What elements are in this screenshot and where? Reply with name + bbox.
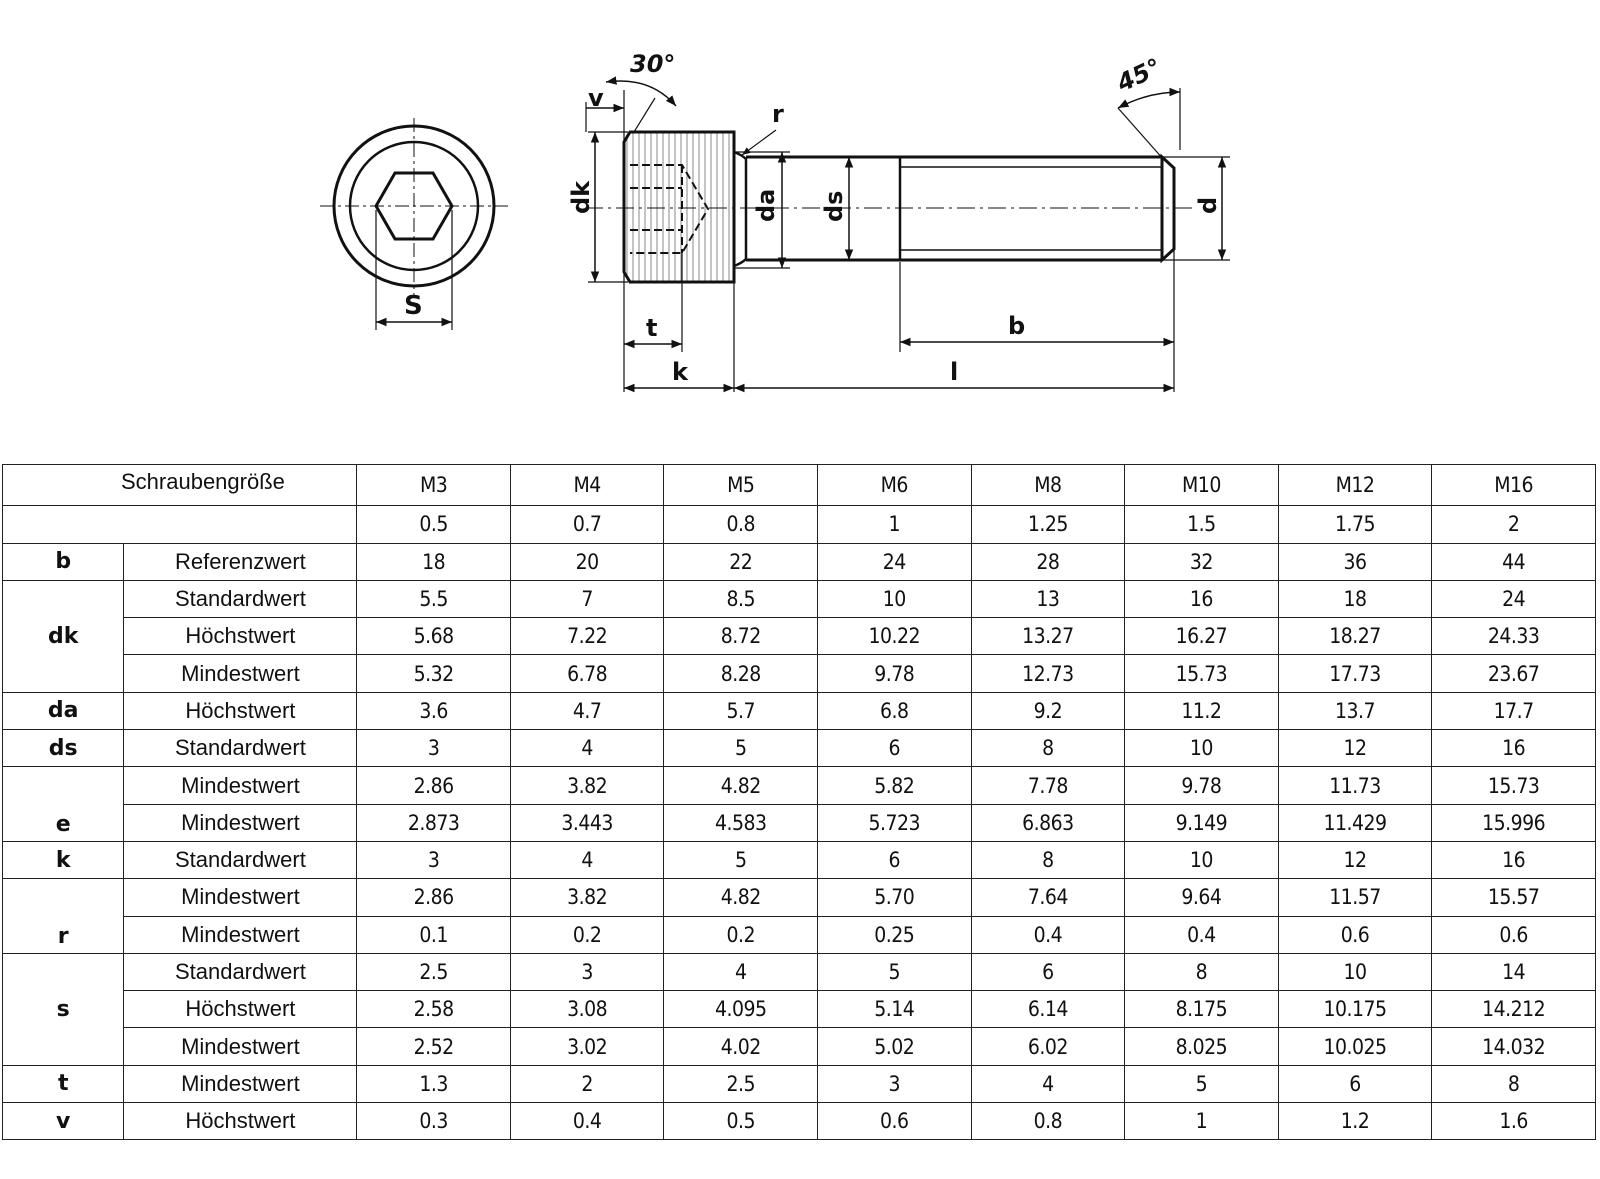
value-cell: 10.025 [1278, 1028, 1432, 1065]
value-cell: 11.73 [1278, 767, 1432, 804]
value-cell: 9.2 [971, 692, 1125, 729]
value-cell: 44 [1432, 543, 1596, 580]
value-cell: 2.873 [357, 804, 511, 841]
s-label: S [404, 291, 423, 321]
value-cell: 14.212 [1432, 991, 1596, 1028]
pitch-value: 0.5 [357, 506, 511, 543]
table-row [3, 767, 1596, 804]
pitch-value: 2 [1432, 506, 1596, 543]
value-cell: 3 [510, 953, 664, 990]
value-type-cell: Mindestwert [124, 767, 357, 804]
param-cell: dk [3, 580, 124, 692]
value-type-cell: Höchstwert [124, 1103, 357, 1140]
value-cell: 15.57 [1432, 879, 1596, 916]
table-row [3, 991, 1596, 1028]
value-cell: 6 [1278, 1065, 1432, 1102]
value-cell: 16 [1432, 841, 1596, 878]
value-cell: 0.6 [818, 1103, 972, 1140]
value-cell: 6.02 [971, 1028, 1125, 1065]
value-cell: 8 [1432, 1065, 1596, 1102]
table-row [3, 730, 1596, 767]
value-cell: 24 [1432, 580, 1596, 617]
pitch-label-cell [3, 506, 357, 543]
value-cell: 6 [818, 730, 972, 767]
pitch-value: 0.8 [664, 506, 818, 543]
value-cell: 5.82 [818, 767, 972, 804]
pitch-row [3, 506, 1596, 543]
size-header-m12: M12 [1278, 465, 1432, 506]
value-type-cell: Mindestwert [124, 1065, 357, 1102]
table-row [3, 879, 1596, 916]
table-row [3, 618, 1596, 655]
value-cell: 23.67 [1432, 655, 1596, 692]
value-cell: 8.025 [1125, 1028, 1279, 1065]
value-cell: 11.429 [1278, 804, 1432, 841]
value-cell: 3 [357, 841, 511, 878]
value-cell: 7.78 [971, 767, 1125, 804]
value-type-cell: Standardwert [124, 841, 357, 878]
param-cell: e [3, 767, 124, 842]
value-cell: 5.5 [357, 580, 511, 617]
size-header-m8: M8 [971, 465, 1125, 506]
value-cell: 11.2 [1125, 692, 1279, 729]
value-cell: 0.2 [664, 916, 818, 953]
spec-table-body [3, 465, 1596, 1140]
value-cell: 2.5 [357, 953, 511, 990]
value-cell: 2.86 [357, 767, 511, 804]
value-type-cell: Höchstwert [124, 692, 357, 729]
value-cell: 5 [818, 953, 972, 990]
value-cell: 7.64 [971, 879, 1125, 916]
ds-label: ds [820, 190, 848, 222]
value-cell: 17.7 [1432, 692, 1596, 729]
param-cell: s [3, 953, 124, 1065]
value-cell: 4 [664, 953, 818, 990]
size-header-m3: M3 [357, 465, 511, 506]
value-cell: 5.14 [818, 991, 972, 1028]
value-cell: 3.443 [510, 804, 664, 841]
value-cell: 8 [971, 730, 1125, 767]
pitch-value: 1.75 [1278, 506, 1432, 543]
value-cell: 1.6 [1432, 1103, 1596, 1140]
value-cell: 5 [1125, 1065, 1279, 1102]
pitch-value: 1.25 [971, 506, 1125, 543]
value-cell: 6 [818, 841, 972, 878]
angle-head-label: 30° [630, 50, 676, 78]
value-cell: 10 [1278, 953, 1432, 990]
bolt-technical-drawing [0, 0, 1600, 440]
pitch-value: 1 [818, 506, 972, 543]
value-cell: 6.863 [971, 804, 1125, 841]
table-row [3, 1028, 1596, 1065]
size-header-m16: M16 [1432, 465, 1596, 506]
pitch-value: 0.7 [510, 506, 664, 543]
param-cell: k [3, 841, 124, 878]
value-type-cell: Mindestwert [124, 916, 357, 953]
table-row [3, 1103, 1596, 1140]
value-cell: 18 [357, 543, 511, 580]
param-cell: ds [3, 730, 124, 767]
value-cell: 4.82 [664, 879, 818, 916]
k-label: k [672, 358, 688, 386]
bolt-side-view [585, 81, 1230, 392]
value-cell: 0.6 [1278, 916, 1432, 953]
t-label: t [646, 314, 658, 342]
value-cell: 3 [357, 730, 511, 767]
value-cell: 0.25 [818, 916, 972, 953]
value-cell: 3.6 [357, 692, 511, 729]
table-row [3, 804, 1596, 841]
value-cell: 2.52 [357, 1028, 511, 1065]
value-cell: 16 [1432, 730, 1596, 767]
value-type-cell: Mindestwert [124, 804, 357, 841]
value-cell: 7 [510, 580, 664, 617]
param-cell: v [3, 1103, 124, 1140]
value-cell: 15.996 [1432, 804, 1596, 841]
value-cell: 2 [510, 1065, 664, 1102]
value-cell: 8.5 [664, 580, 818, 617]
value-cell: 22 [664, 543, 818, 580]
table-row [3, 580, 1596, 617]
value-cell: 10 [1125, 841, 1279, 878]
value-cell: 4.7 [510, 692, 664, 729]
l-label: l [950, 358, 959, 386]
value-type-cell: Höchstwert [124, 618, 357, 655]
value-cell: 5.7 [664, 692, 818, 729]
value-cell: 6.8 [818, 692, 972, 729]
value-cell: 5.723 [818, 804, 972, 841]
param-cell: t [3, 1065, 124, 1102]
value-cell: 2.86 [357, 879, 511, 916]
value-cell: 2.5 [664, 1065, 818, 1102]
da-label: da [752, 188, 780, 222]
value-cell: 0.8 [971, 1103, 1125, 1140]
value-cell: 0.4 [510, 1103, 664, 1140]
value-cell: 4.82 [664, 767, 818, 804]
value-cell: 0.5 [664, 1103, 818, 1140]
value-cell: 11.57 [1278, 879, 1432, 916]
value-cell: 20 [510, 543, 664, 580]
value-cell: 13.7 [1278, 692, 1432, 729]
value-cell: 0.3 [357, 1103, 511, 1140]
value-cell: 3.08 [510, 991, 664, 1028]
value-cell: 4 [510, 841, 664, 878]
value-cell: 15.73 [1432, 767, 1596, 804]
value-cell: 4.095 [664, 991, 818, 1028]
value-cell: 10.175 [1278, 991, 1432, 1028]
value-cell: 9.64 [1125, 879, 1279, 916]
value-cell: 3.82 [510, 767, 664, 804]
value-cell: 12 [1278, 841, 1432, 878]
value-cell: 8.72 [664, 618, 818, 655]
value-cell: 10.22 [818, 618, 972, 655]
dk-label: dk [567, 180, 595, 214]
param-cell: r [3, 879, 124, 954]
value-cell: 13 [971, 580, 1125, 617]
value-cell: 0.4 [971, 916, 1125, 953]
value-type-cell: Referenzwert [124, 543, 357, 580]
value-cell: 4 [510, 730, 664, 767]
table-row [3, 841, 1596, 878]
param-cell: b [3, 543, 124, 580]
value-cell: 8.28 [664, 655, 818, 692]
value-cell: 1 [1125, 1103, 1279, 1140]
value-cell: 3 [818, 1065, 972, 1102]
value-type-cell: Standardwert [124, 580, 357, 617]
value-cell: 28 [971, 543, 1125, 580]
value-type-cell: Höchstwert [124, 991, 357, 1028]
table-row [3, 953, 1596, 990]
value-cell: 6.78 [510, 655, 664, 692]
value-cell: 5.32 [357, 655, 511, 692]
value-cell: 5.70 [818, 879, 972, 916]
size-header-m6: M6 [818, 465, 972, 506]
v-label: v [588, 84, 604, 112]
value-cell: 18 [1278, 580, 1432, 617]
value-cell: 3.02 [510, 1028, 664, 1065]
table-row [3, 692, 1596, 729]
value-cell: 8 [971, 841, 1125, 878]
table-row [3, 543, 1596, 580]
value-cell: 2.58 [357, 991, 511, 1028]
size-header-m5: M5 [664, 465, 818, 506]
value-cell: 0.4 [1125, 916, 1279, 953]
size-header-m4: M4 [510, 465, 664, 506]
value-cell: 7.22 [510, 618, 664, 655]
value-cell: 1.2 [1278, 1103, 1432, 1140]
param-cell: da [3, 692, 124, 729]
pitch-value: 1.5 [1125, 506, 1279, 543]
value-cell: 6.14 [971, 991, 1125, 1028]
header-row [3, 465, 1596, 506]
value-cell: 5 [664, 730, 818, 767]
value-cell: 16.27 [1125, 618, 1279, 655]
value-type-cell: Mindestwert [124, 879, 357, 916]
value-cell: 0.1 [357, 916, 511, 953]
d-label: d [1194, 196, 1222, 214]
value-type-cell: Mindestwert [124, 1028, 357, 1065]
bolt-spec-table [2, 464, 1596, 1140]
value-cell: 4.02 [664, 1028, 818, 1065]
table-row [3, 655, 1596, 692]
value-cell: 9.78 [1125, 767, 1279, 804]
value-cell: 1.3 [357, 1065, 511, 1102]
angle-tip-label: 45° [1112, 52, 1166, 98]
value-cell: 14 [1432, 953, 1596, 990]
value-cell: 5 [664, 841, 818, 878]
value-cell: 8 [1125, 953, 1279, 990]
value-cell: 12.73 [971, 655, 1125, 692]
value-cell: 13.27 [971, 618, 1125, 655]
table-row [3, 916, 1596, 953]
value-cell: 16 [1125, 580, 1279, 617]
value-cell: 8.175 [1125, 991, 1279, 1028]
value-cell: 4.583 [664, 804, 818, 841]
size-header-m10: M10 [1125, 465, 1279, 506]
value-cell: 24 [818, 543, 972, 580]
value-cell: 18.27 [1278, 618, 1432, 655]
value-cell: 10 [1125, 730, 1279, 767]
value-cell: 15.73 [1125, 655, 1279, 692]
value-type-cell: Mindestwert [124, 655, 357, 692]
value-cell: 32 [1125, 543, 1279, 580]
value-cell: 17.73 [1278, 655, 1432, 692]
value-cell: 6 [971, 953, 1125, 990]
value-cell: 4 [971, 1065, 1125, 1102]
value-cell: 10 [818, 580, 972, 617]
value-cell: 24.33 [1432, 618, 1596, 655]
value-cell: 9.149 [1125, 804, 1279, 841]
b-label: b [1008, 312, 1026, 340]
value-cell: 12 [1278, 730, 1432, 767]
value-type-cell: Standardwert [124, 730, 357, 767]
value-cell: 5.02 [818, 1028, 972, 1065]
value-cell: 5.68 [357, 618, 511, 655]
value-cell: 36 [1278, 543, 1432, 580]
value-cell: 0.6 [1432, 916, 1596, 953]
value-cell: 0.2 [510, 916, 664, 953]
corner-label: Schraubengröße [3, 465, 357, 506]
table-row [3, 1065, 1596, 1102]
value-cell: 9.78 [818, 655, 972, 692]
value-cell: 3.82 [510, 879, 664, 916]
value-cell: 14.032 [1432, 1028, 1596, 1065]
r-label: r [772, 100, 784, 128]
value-type-cell: Standardwert [124, 953, 357, 990]
